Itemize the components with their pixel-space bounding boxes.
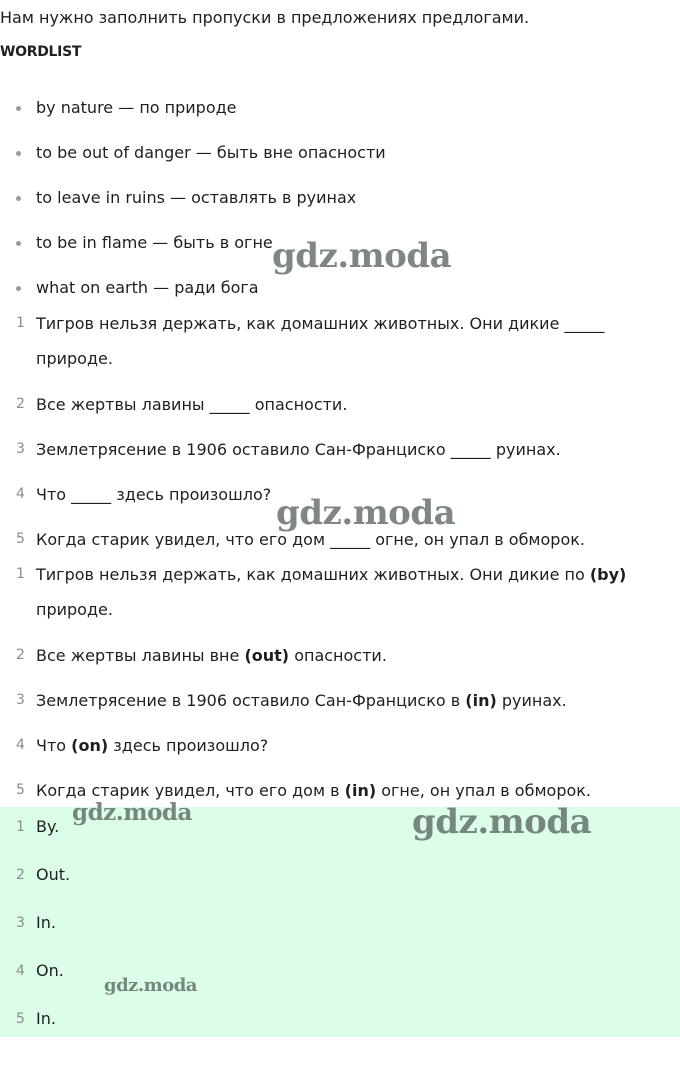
item-number: 5 [16, 531, 25, 547]
item-number: 4 [16, 486, 25, 502]
item-text: здесь произошло? [108, 736, 269, 755]
answer-preposition: (on) [71, 736, 109, 755]
item-number: 1 [16, 566, 25, 582]
item-number: 1 [16, 819, 25, 835]
translation-item [0, 557, 670, 627]
answer-preposition: (out) [244, 646, 290, 665]
wordlist-title: WORDLIST [0, 44, 82, 60]
item-text: Землетрясение в 1906 оставило Сан-Франциско в [36, 691, 466, 710]
wordlist-item: to leave in ruins — оставлять в руинах [0, 187, 670, 209]
wordlist-item: what on earth — ради бога [0, 277, 670, 299]
item-number: 1 [16, 315, 25, 331]
item-text: Все жертвы лавины вне [36, 646, 245, 665]
answer-preposition: (in) [465, 691, 497, 710]
wordlist-item: to be in flame — быть в огне [0, 232, 670, 254]
bullet-icon [16, 151, 21, 156]
item-number: 3 [16, 692, 25, 708]
intro-text: Нам нужно заполнить пропуски в предложениях предлогами. [0, 8, 530, 27]
item-number: 2 [16, 396, 25, 412]
item-text: Тигров нельзя держать, как домашних животных. Они дикие по [36, 565, 590, 584]
item-number: 5 [16, 782, 25, 798]
item-text: Тигров нельзя держать, как домашних животных. Они дикие _____ [36, 314, 605, 333]
watermark-logo: gdz.moda [272, 236, 452, 276]
item-number: 3 [16, 441, 25, 457]
item-text: Что _____ здесь произошло? [36, 485, 272, 504]
answer-preposition: (in) [344, 781, 377, 800]
item-text: опасности. [289, 646, 387, 665]
item-text: огне, он упал в обморок. [376, 781, 592, 800]
watermark-logo: gdz.moda [104, 975, 197, 996]
bullet-icon [16, 241, 21, 246]
bullet-icon [16, 106, 21, 111]
item-number: 5 [16, 1011, 25, 1027]
wordlist-item: to be out of danger — быть вне опасности [0, 142, 670, 164]
item-text: Землетрясение в 1906 оставило Сан-Франциско _____ руинах. [36, 440, 561, 459]
answer-text: In. [36, 913, 56, 932]
item-number: 2 [16, 647, 25, 663]
item-number: 4 [16, 737, 25, 753]
bullet-icon [16, 196, 21, 201]
bullet-icon [16, 286, 21, 291]
answer-text: Out. [36, 865, 71, 884]
item-text: Все жертвы лавины _____ опасности. [36, 395, 348, 414]
answer-text: By. [36, 817, 60, 836]
watermark-logo: gdz.moda [72, 799, 192, 826]
watermark-logo: gdz.moda [412, 802, 592, 842]
item-text: Когда старик увидел, что его дом в [36, 781, 345, 800]
item-text: природе. [36, 600, 113, 619]
answer-text: On. [36, 961, 64, 980]
item-number: 3 [16, 915, 25, 931]
exercise-item [0, 306, 670, 376]
answer-text: In. [36, 1009, 56, 1028]
answer-preposition: (by) [589, 565, 627, 584]
item-text: природе. [36, 349, 113, 368]
item-text: Когда старик увидел, что его дом _____ огне, он упал в обморок. [36, 530, 585, 549]
item-number: 4 [16, 963, 25, 979]
item-number: 2 [16, 867, 25, 883]
wordlist-item: by nature — по природе [0, 97, 670, 119]
watermark-logo: gdz.moda [276, 493, 456, 533]
item-text: Что [36, 736, 72, 755]
item-text: руинах. [496, 691, 567, 710]
